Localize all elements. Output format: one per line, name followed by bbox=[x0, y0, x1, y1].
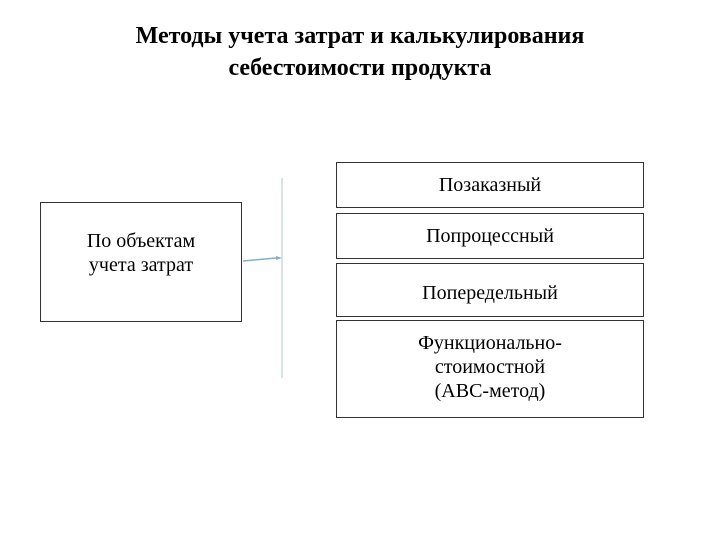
method-box-abc bbox=[336, 320, 644, 418]
method-box-label: Позаказный bbox=[438, 174, 542, 196]
method-box-label: Функционально- стоимостной (АВС-метод) bbox=[418, 332, 562, 402]
method-box-job-order bbox=[336, 162, 644, 208]
diagram-title-text: Методы учета затрат и калькулирования себестоимости продукта bbox=[135, 23, 585, 81]
arrow-head-icon bbox=[276, 256, 282, 260]
method-box-process bbox=[336, 213, 644, 259]
method-box-label: Попроцессный bbox=[426, 225, 554, 247]
source-box-cost-objects bbox=[40, 202, 242, 322]
source-box-label: По объектам учета затрат bbox=[86, 230, 196, 276]
method-box-label: Попередельный bbox=[422, 282, 558, 304]
method-box-stage bbox=[336, 263, 644, 317]
arrow-line bbox=[243, 258, 276, 261]
